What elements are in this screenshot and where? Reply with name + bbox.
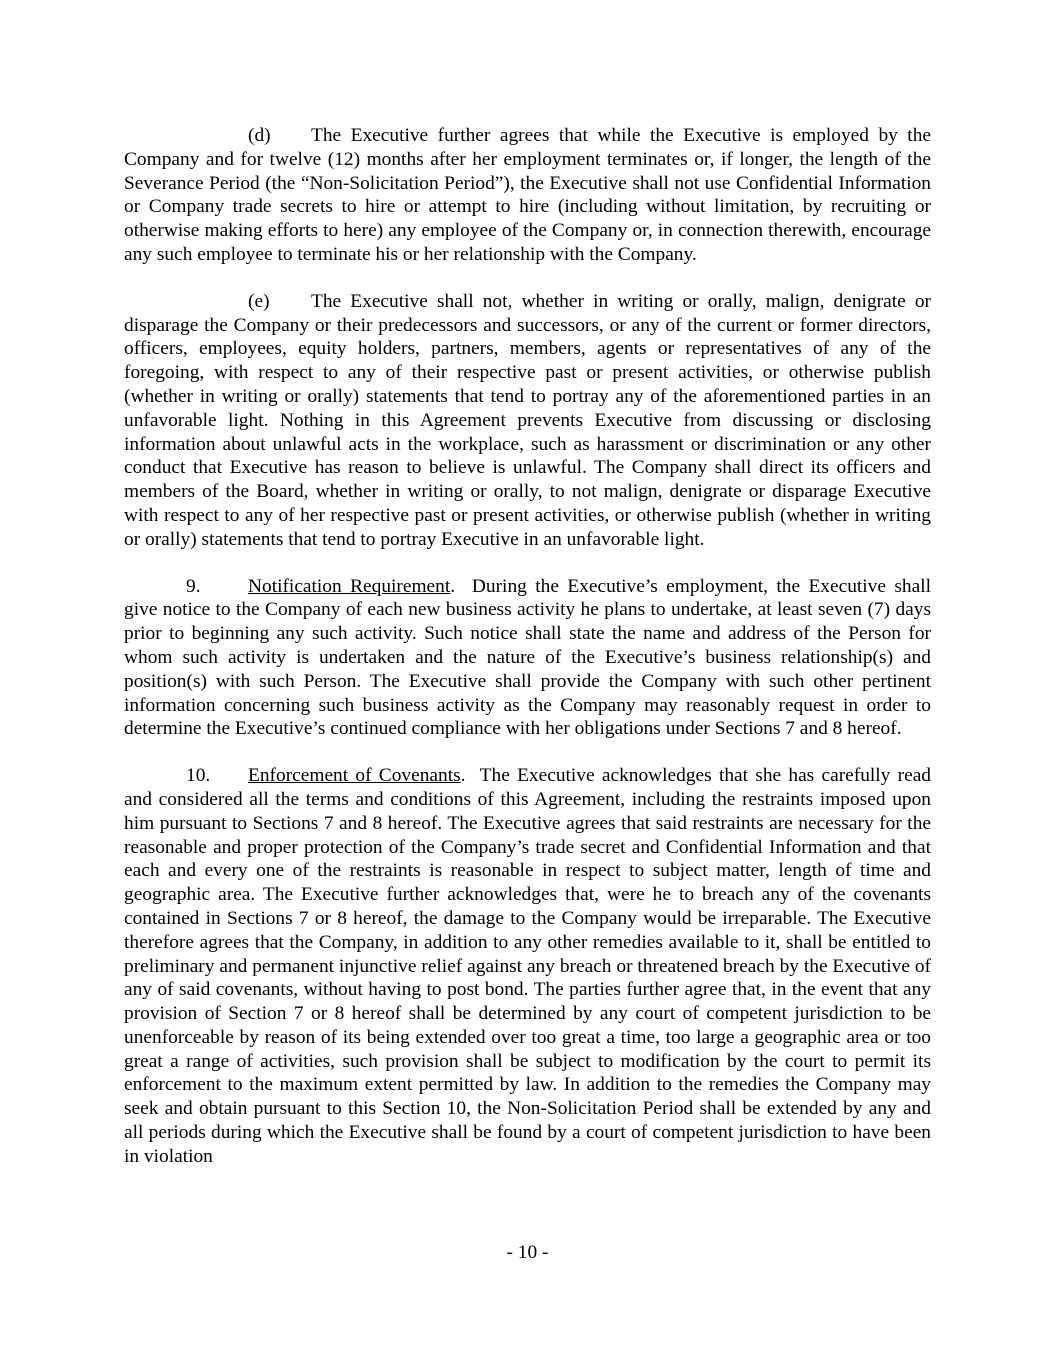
section-9-heading-punct: .	[450, 575, 472, 597]
section-9-number: 9.	[186, 575, 201, 597]
section-10-heading-punct: .	[460, 765, 480, 787]
paragraph-e	[124, 290, 931, 552]
section-9-text: During the Executive’s employment, the Executive shall give notice to the Company of each new business activity he plans to undertake, at least seven (7) days prior to beginning any such activity. Such notice shall state the name and address of the Person for whom such activity is undertaken and the nature of the Executive’s business relationship(s) and position(s) with such Person. The Executive shall provide the Company with such other pertinent information concerning such business activity as the Company may reasonably request in order to determine the Executive’s continued compliance with her obligations under Sections 7 and 8 hereof.	[124, 575, 931, 740]
section-9	[124, 575, 931, 742]
paragraph-e-text: The Executive shall not, whether in writing or orally, malign, denigrate or disparage the Company or their predecessors and successors, or any of the current or former directors, officers, employees, equity holders, partners, members, agents or representatives of any of the foregoing, with respect to any of their respective past or present activities, or otherwise publish (whether in writing or orally) statements that tend to portray any of the aforementioned parties in an unfavorable light. Nothing in this Agreement prevents Executive from discussing or disclosing information about unlawful acts in the workplace, such as harassment or discrimination or any other conduct that Executive has reason to believe is unlawful. The Company shall direct its officers and members of the Board, whether in writing or orally, to not malign, denigrate or disparage Executive with respect to any of her respective past or present activities, or otherwise publish (whether in writing or orally) statements that tend to portray Executive in an unfavorable light.	[124, 290, 931, 550]
paragraph-d-text: The Executive further agrees that while the Executive is employed by the Company and for twelve (12) months after her employment terminates or, if longer, the length of the Severance Period (the “Non-Solicitation Period”), the Executive shall not use Confidential Information or Company trade secrets to hire or attempt to hire (including without limitation, by recruiting or otherwise making efforts to here) any employee of the Company or, in connection therewith, encourage any such employee to terminate his or her relationship with the Company.	[124, 125, 931, 265]
document-page	[124, 124, 931, 1192]
section-10-number: 10.	[186, 765, 211, 787]
section-10-heading: Enforcement of Covenants	[248, 765, 461, 787]
section-10	[124, 764, 931, 1169]
paragraph-d	[124, 124, 931, 267]
section-10-text: The Executive acknowledges that she has carefully read and considered all the terms and conditions of this Agreement, including the restraints imposed upon him pursuant to Sections 7 and 8 hereof. The Executive agrees that said restraints are necessary for the reasonable and proper protection of the Company’s trade secret and Confidential Information and that each and every one of the restraints is reasonable in respect to subject matter, length of time and geographic area. The Executive further acknowledges that, were he to breach any of the covenants contained in Sections 7 or 8 hereof, the damage to the Company would be irreparable. The Executive therefore agrees that the Company, in addition to any other remedies available to it, shall be entitled to preliminary and permanent injunctive relief against any breach or threatened breach by the Executive of any of said covenants, without having to post bond. The parties further agree that, in the event that any provision of Section 7 or 8 hereof shall be determined by any court of competent jurisdiction to be unenforceable by reason of its being extended over too great a time, too large a geographic area or too great a range of activities, such provision shall be subject to modification by the court to permit its enforcement to the maximum extent permitted by law. In addition to the remedies the Company may seek and obtain pursuant to this Section 10, the Non-Solicitation Period shall be extended by any and all periods during which the Executive shall be found by a court of competent jurisdiction to have been in violation	[124, 765, 931, 1167]
page-number: - 10 -	[506, 1242, 549, 1263]
section-9-heading: Notification Requirement	[248, 575, 451, 597]
paragraph-d-marker: (d)	[248, 125, 271, 146]
paragraph-e-marker: (e)	[248, 290, 270, 312]
